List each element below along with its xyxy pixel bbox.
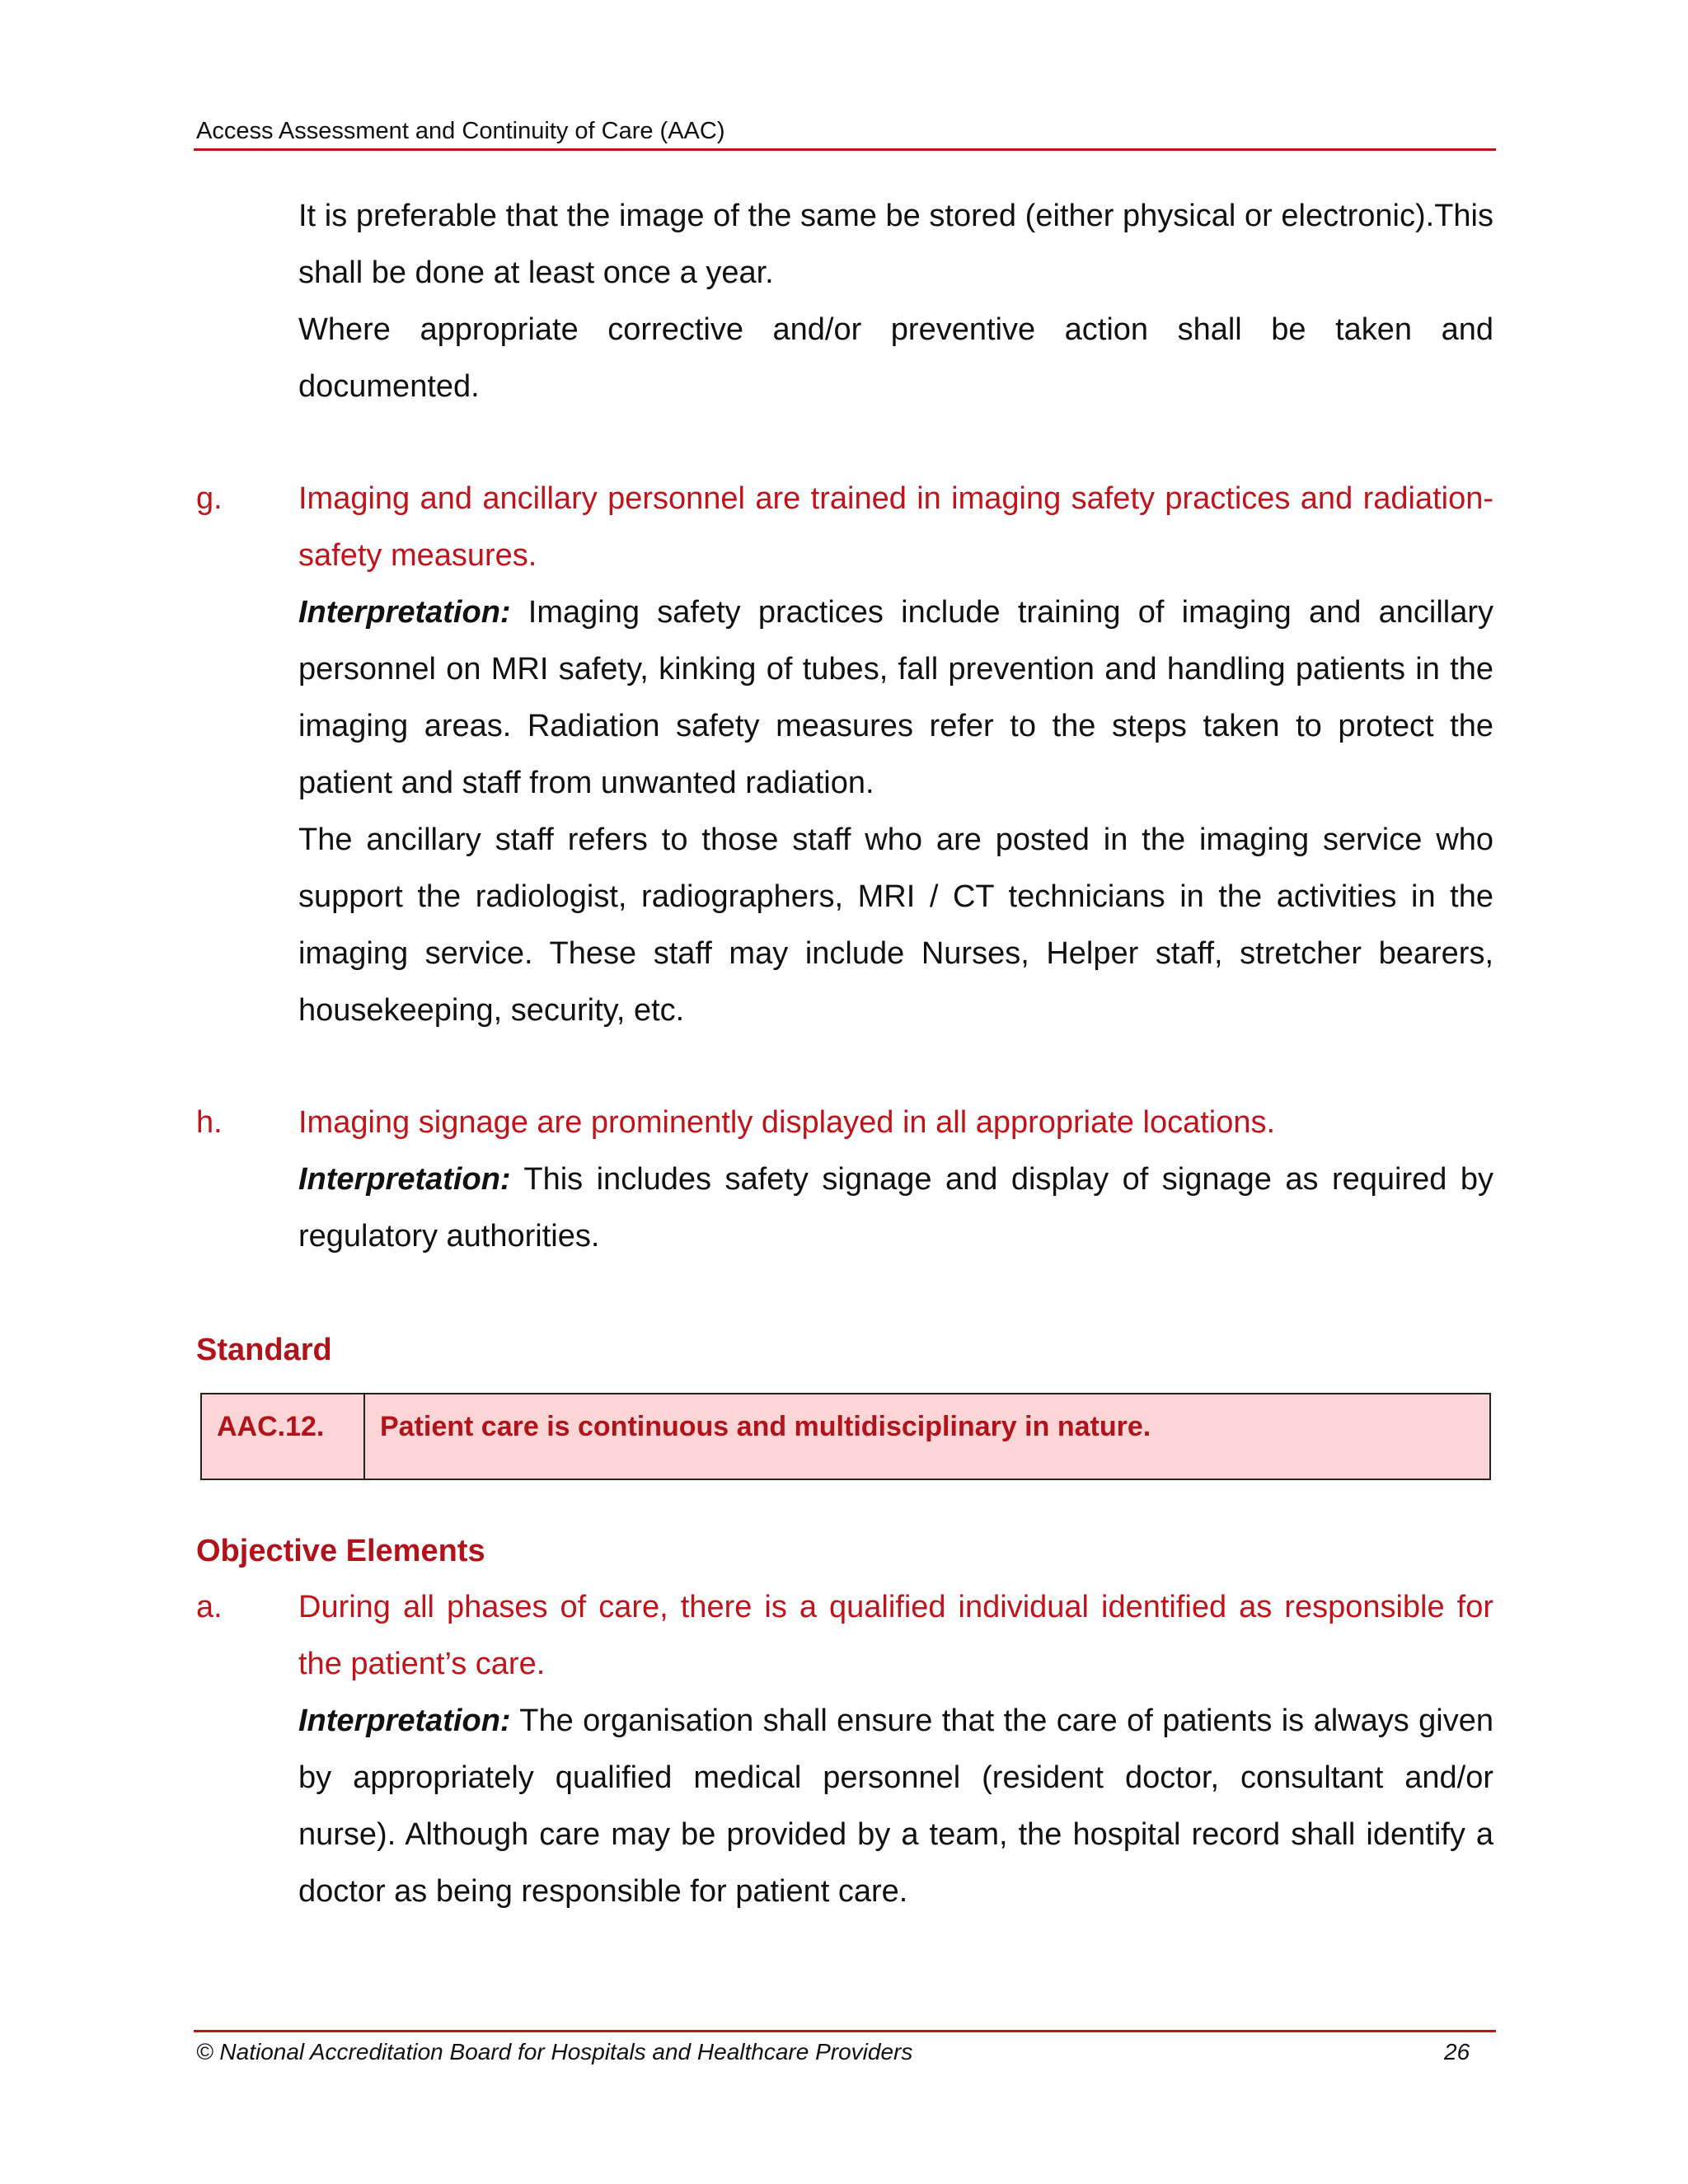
standard-table [200,1393,1491,1480]
intro-paragraph-2: Where appropriate corrective and/or preventive action shall be taken and documented. [298,312,1493,404]
element-g-extra: The ancillary staff refers to those staff who are posted in the imaging service who support the radiologist, radiographers, MRI / CT technicians in the activities in the imaging service. These staff may include Nurses, Helper staff, stretcher bearers, housekeeping, security, etc. [298,823,1493,1028]
intro-paragraph-1: It is preferable that the image of the same be stored (either physical or electronic).This shall be done at least once a year. [298,199,1493,290]
element-h-interpretation [298,1151,1493,1265]
element-h-label: h. [196,1105,223,1140]
objective-elements-heading: Objective Elements [196,1534,485,1568]
element-g-label: g. [196,481,223,516]
element-g-interpretation [298,584,1493,812]
element-g-title: Imaging and ancillary personnel are trained in imaging safety practices and radiation-safety measures. [298,481,1493,573]
interpretation-text: The organisation shall ensure that the care of patients is always given by appropriately qualified medical personnel (resident doctor, consultant and/or nurse). Although care may be provided by a team, the hospital record shall identify a doctor as being responsible for patient care. [298,1704,1493,1909]
element-h-block [298,1094,1493,1265]
interpretation-label: Interpretation: [298,595,511,630]
element-a-block [298,1579,1493,1920]
footer-rule [194,2030,1496,2032]
header-rule [194,148,1496,151]
element-a-title: During all phases of care, there is a qualified individual identified as responsible for the patient’s care. [298,1590,1493,1681]
interpretation-label: Interpretation: [298,1162,511,1197]
standard-code: AAC.12. [202,1394,365,1479]
standard-text: Patient care is continuous and multidisciplinary in nature. [380,1411,1151,1442]
intro-block [298,188,1493,415]
page-number: 26 [1444,2039,1470,2064]
element-a-label: a. [196,1590,223,1624]
element-a-interpretation [298,1693,1493,1920]
interpretation-text: This includes safety signage and display of signage as required by regulatory authorities. [298,1162,1493,1254]
standard-heading: Standard [196,1333,332,1367]
interpretation-text: Imaging safety practices include training of imaging and ancillary personnel on MRI safety, kinking of tubes, fall prevention and handling patients in the imaging areas. Radiation safety measures refer to the steps taken to protect the patient and staff from unwanted radiation. [298,595,1493,800]
element-h-title: Imaging signage are prominently displayed in all appropriate locations. [298,1105,1276,1140]
element-g-block [298,471,1493,1039]
page-header-title: Access Assessment and Continuity of Care (AAC) [196,118,725,144]
footer-copyright: © National Accreditation Board for Hospitals and Healthcare Providers [196,2039,913,2064]
interpretation-label: Interpretation: [298,1704,511,1738]
